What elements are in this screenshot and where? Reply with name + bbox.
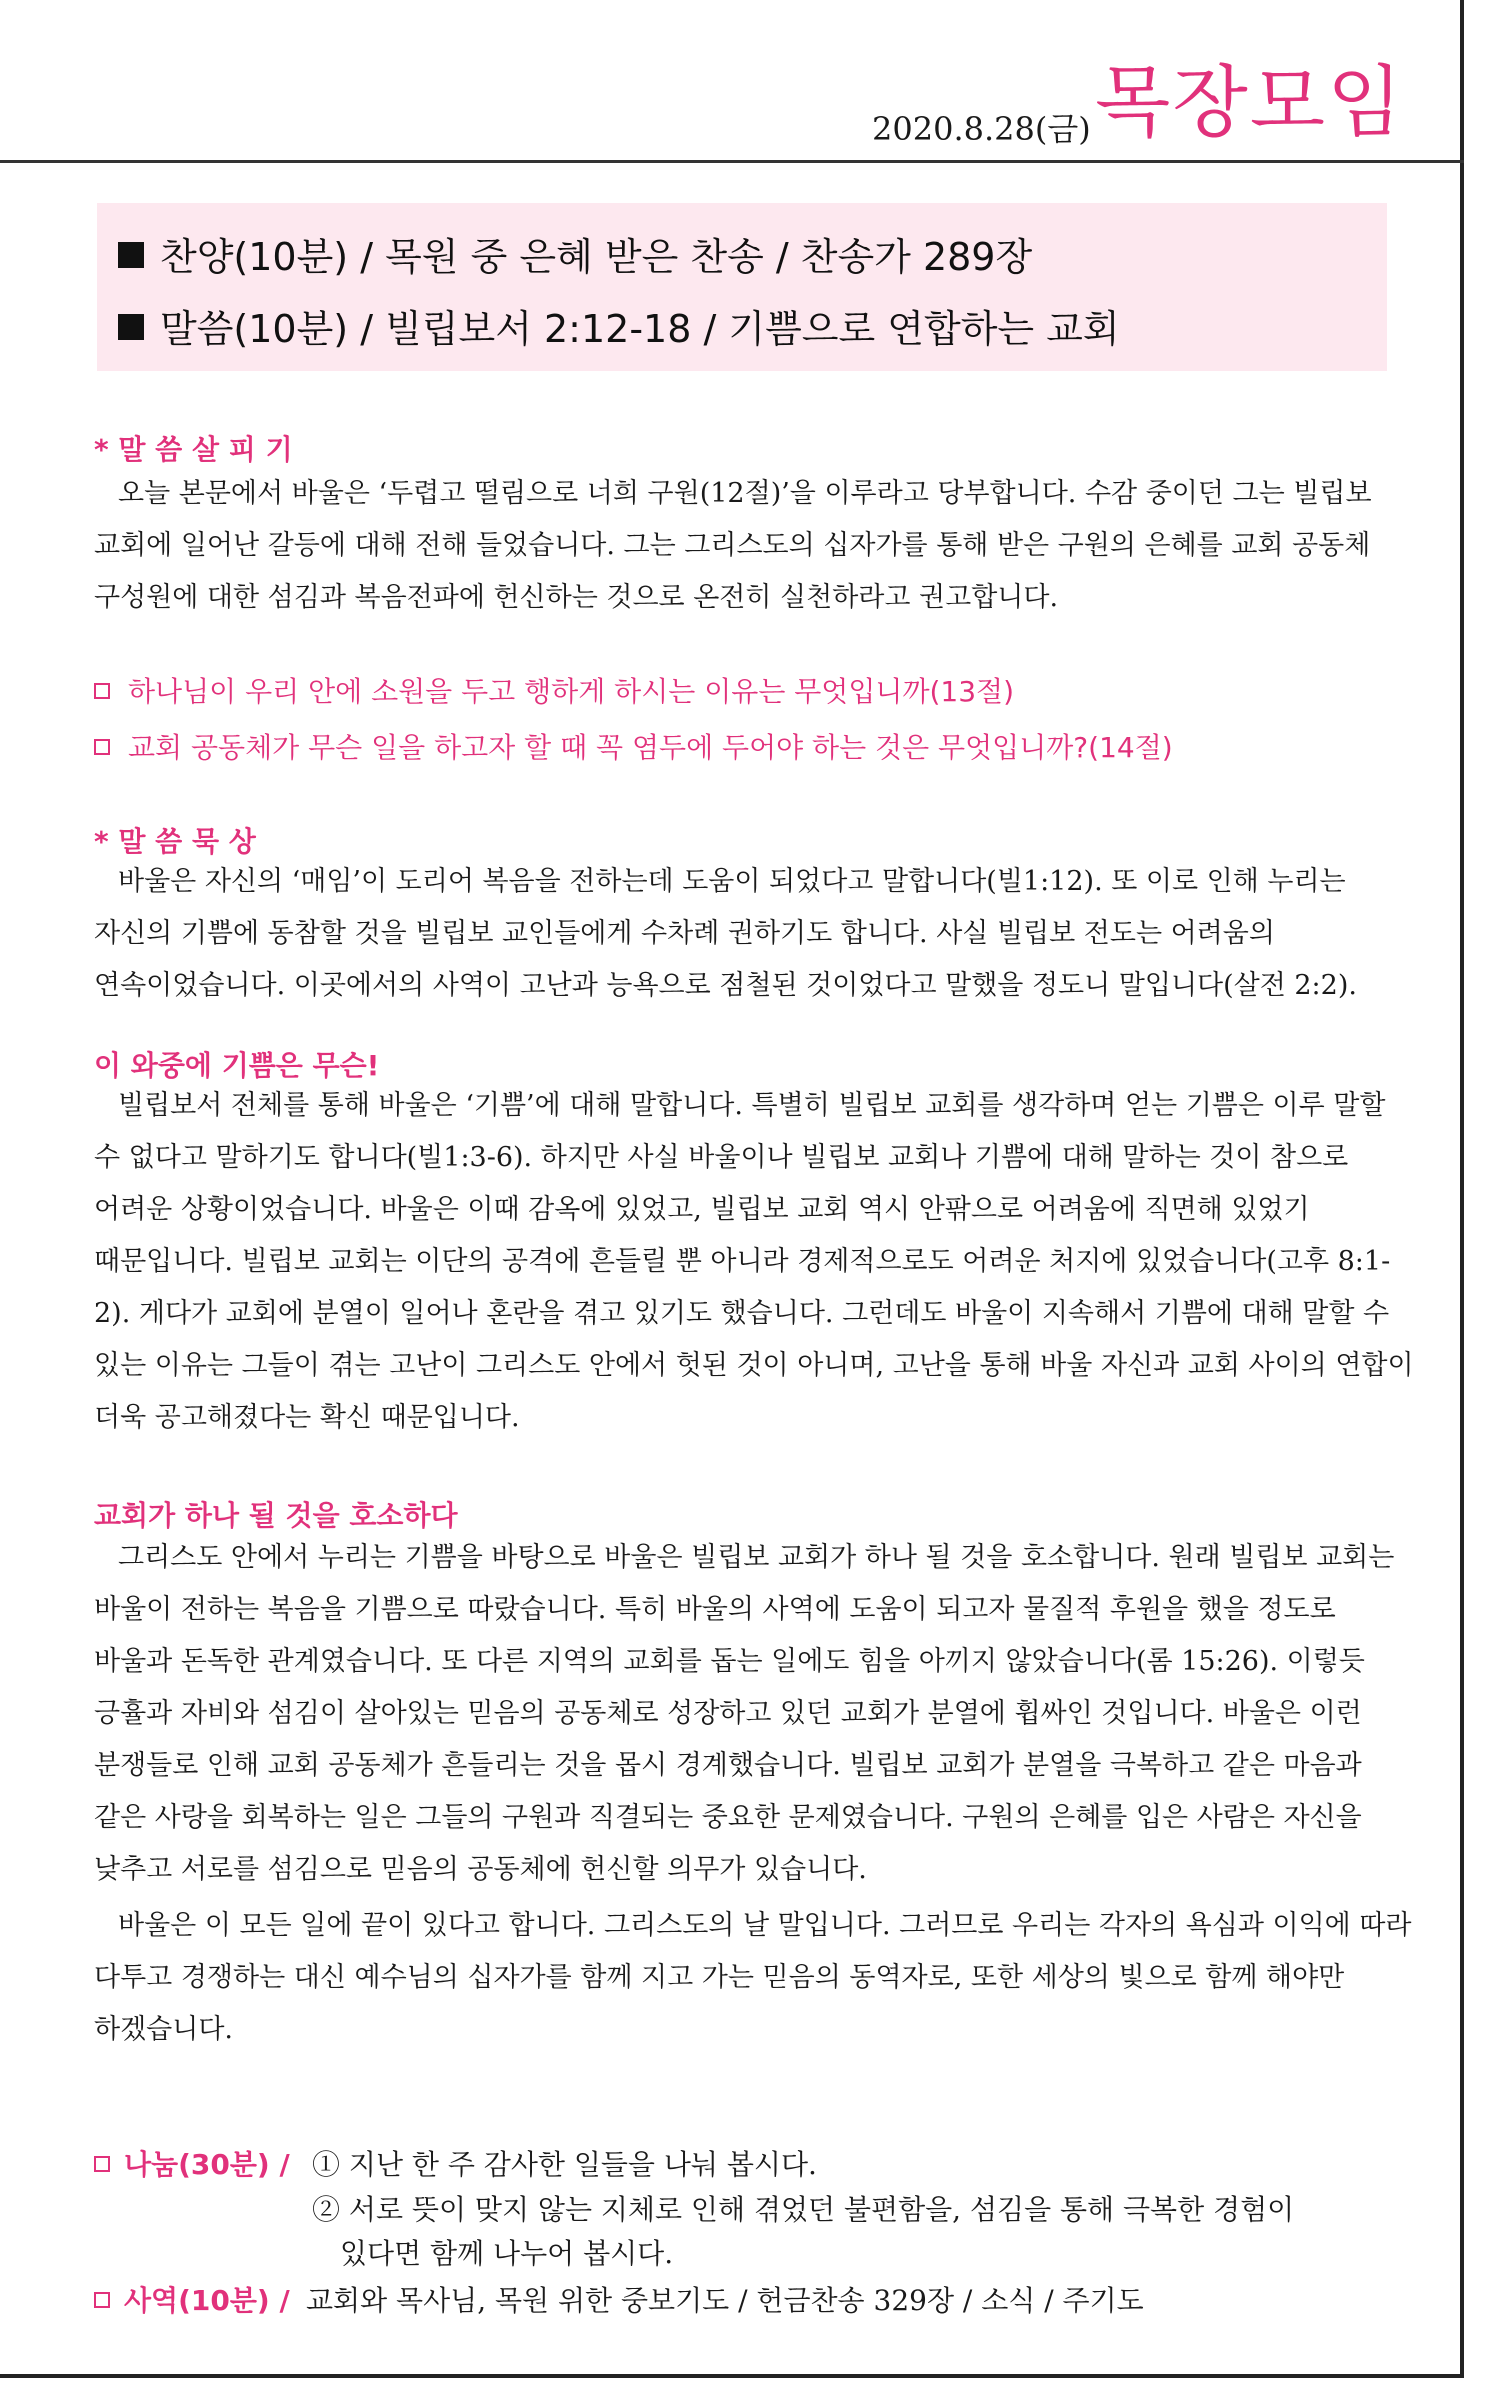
paragraph: 바울은 이 모든 일에 끝이 있다고 합니다. 그리스도의 날 말입니다. 그러므로 우리는 각자의 욕심과 이익에 따라 다투고 경쟁하는 대신 예수님의 십자가를 함께 지고 가는 믿음의 동역자로, 또한 세상의 빛으로 함께 해야만 하겠습니다. [94, 1910, 1412, 2045]
checkbox-square-icon [94, 2156, 110, 2172]
summary-praise-text: 찬양(10분) / 목원 중 은혜 받은 찬송 / 찬송가 289장 [160, 235, 1033, 279]
section-body-unity-2 [94, 1900, 1414, 2056]
section-heading-examine: * 말 씀 살 피 기 [94, 433, 293, 466]
paragraph: 오늘 본문에서 바울은 ‘두렵고 떨림으로 너희 구원(12절)’을 이루라고 당부합니다. 수감 중이던 그는 빌립보 교회에 일어난 갈등에 대해 전해 들었습니다. 그는 그리스도의 십자가를 통해 받은 구원의 은혜를 교회 공동체 구성원에 대한 섬김과 복음전파에 헌신하는 것으로 온전히 실천하라고 권고합니다. [94, 478, 1372, 613]
checkbox-square-icon [94, 739, 110, 755]
sharing-label-text: 나눔(30분) / [124, 2148, 290, 2181]
section-body-unity [94, 1532, 1414, 1896]
paragraph: 그리스도 안에서 누리는 기쁨을 바탕으로 바울은 빌립보 교회가 하나 될 것을 호소합니다. 원래 빌립보 교회는 바울이 전하는 복음을 기쁨으로 따랐습니다. 특히 바울의 사역에 도움이 되고자 물질적 후원을 했을 정도로 바울과 돈독한 관계였습니다. 또 다른 지역의 교회를 돕는 일에도 힘을 아끼지 않았습니다(롬 15:26). 이렇듯 긍휼과 자비와 섬김이 살아있는 믿음의 공동체로 성장하고 있던 교회가 분열에 휩싸인 것입니다. 바울은 이런 분쟁들로 인해 교회 공동체가 흔들리는 것을 몹시 경계했습니다. 빌립보 교회가 분열을 극복하고 같은 마음과 같은 사랑을 회복하는 일은 그들의 구원과 직결되는 중요한 문제였습니다. 구원의 은혜를 입은 사람은 자신을 낮추고 서로를 섬김으로 믿음의 공동체에 헌신할 의무가 있습니다. [94, 1542, 1395, 1885]
summary-praise [118, 226, 1032, 281]
paragraph: 바울은 자신의 ‘매임’이 도리어 복음을 전하는데 도움이 되었다고 말합니다(빌1:12). 또 이로 인해 누리는 자신의 기쁨에 동참할 것을 빌립보 교인들에게 수차례 권하기도 합니다. 사실 빌립보 전도는 어려움의 연속이었습니다. 이곳에서의 사역이 고난과 능욕으로 점철된 것이었다고 말했을 정도니 말입니다(살전 2:2). [94, 866, 1357, 1001]
section-body-examine [94, 468, 1414, 624]
question-2 [94, 726, 1173, 766]
checkbox-square-icon [94, 2292, 110, 2308]
section-heading-meditate: * 말 씀 묵 상 [94, 825, 256, 858]
section-body-meditate [94, 856, 1414, 1012]
ministry-label [94, 2279, 290, 2319]
sharing-item-2: ② 서로 뜻이 맞지 않는 지체로 인해 겪었던 불편함을, 섬김을 통해 극복한 경험이 [312, 2193, 1295, 2226]
meeting-date: 2020.8.28(금) [872, 110, 1091, 148]
sharing-label [94, 2143, 290, 2183]
section-body-joy [94, 1080, 1414, 1444]
header-divider [0, 160, 1464, 163]
sharing-item-1: ① 지난 한 주 감사한 일들을 나눠 봅시다. [312, 2148, 817, 2181]
section-heading-joy: 이 와중에 기쁨은 무슨! [94, 1049, 380, 1082]
question-1 [94, 670, 1014, 710]
square-bullet-icon [118, 242, 144, 268]
square-bullet-icon [118, 314, 144, 340]
summary-word-text: 말씀(10분) / 빌립보서 2:12-18 / 기쁨으로 연합하는 교회 [160, 307, 1120, 351]
ministry-label-text: 사역(10분) / [124, 2284, 290, 2317]
question-1-text: 하나님이 우리 안에 소원을 두고 행하게 하시는 이유는 무엇입니까(13절) [128, 675, 1015, 708]
page-title: 목장모임 [1095, 58, 1405, 148]
paragraph: 빌립보서 전체를 통해 바울은 ‘기쁨’에 대해 말합니다. 특별히 빌립보 교회를 생각하며 얻는 기쁨은 이루 말할 수 없다고 말하기도 합니다(빌1:3-6). 하지만 사실 바울이나 빌립보 교회나 기쁨에 대해 말하는 것이 참으로 어려운 상황이었습니다. 바울은 이때 감옥에 있었고, 빌립보 교회 역시 안팎으로 어려움에 직면해 있었기 때문입니다. 빌립보 교회는 이단의 공격에 흔들릴 뿐 아니라 경제적으로도 어려운 처지에 있었습니다(고후 8:1-2). 게다가 교회에 분열이 일어나 혼란을 겪고 있기도 했습니다. 그런데도 바울이 지속해서 기쁨에 대해 말할 수 있는 이유는 그들이 겪는 고난이 그리스도 안에서 헛된 것이 아니며, 고난을 통해 바울 자신과 교회 사이의 연합이 더욱 공고해졌다는 확신 때문입니다. [94, 1090, 1414, 1433]
ministry-text: 교회와 목사님, 목원 위한 중보기도 / 헌금찬송 329장 / 소식 / 주기도 [306, 2284, 1144, 2317]
checkbox-square-icon [94, 683, 110, 699]
section-heading-unity: 교회가 하나 될 것을 호소하다 [94, 1499, 458, 1532]
question-2-text: 교회 공동체가 무슨 일을 하고자 할 때 꼭 염두에 두어야 하는 것은 무엇입니까?(14절) [128, 731, 1173, 764]
summary-word [118, 298, 1120, 353]
sharing-item-2-cont: 있다면 함께 나누어 봅시다. [340, 2237, 674, 2270]
